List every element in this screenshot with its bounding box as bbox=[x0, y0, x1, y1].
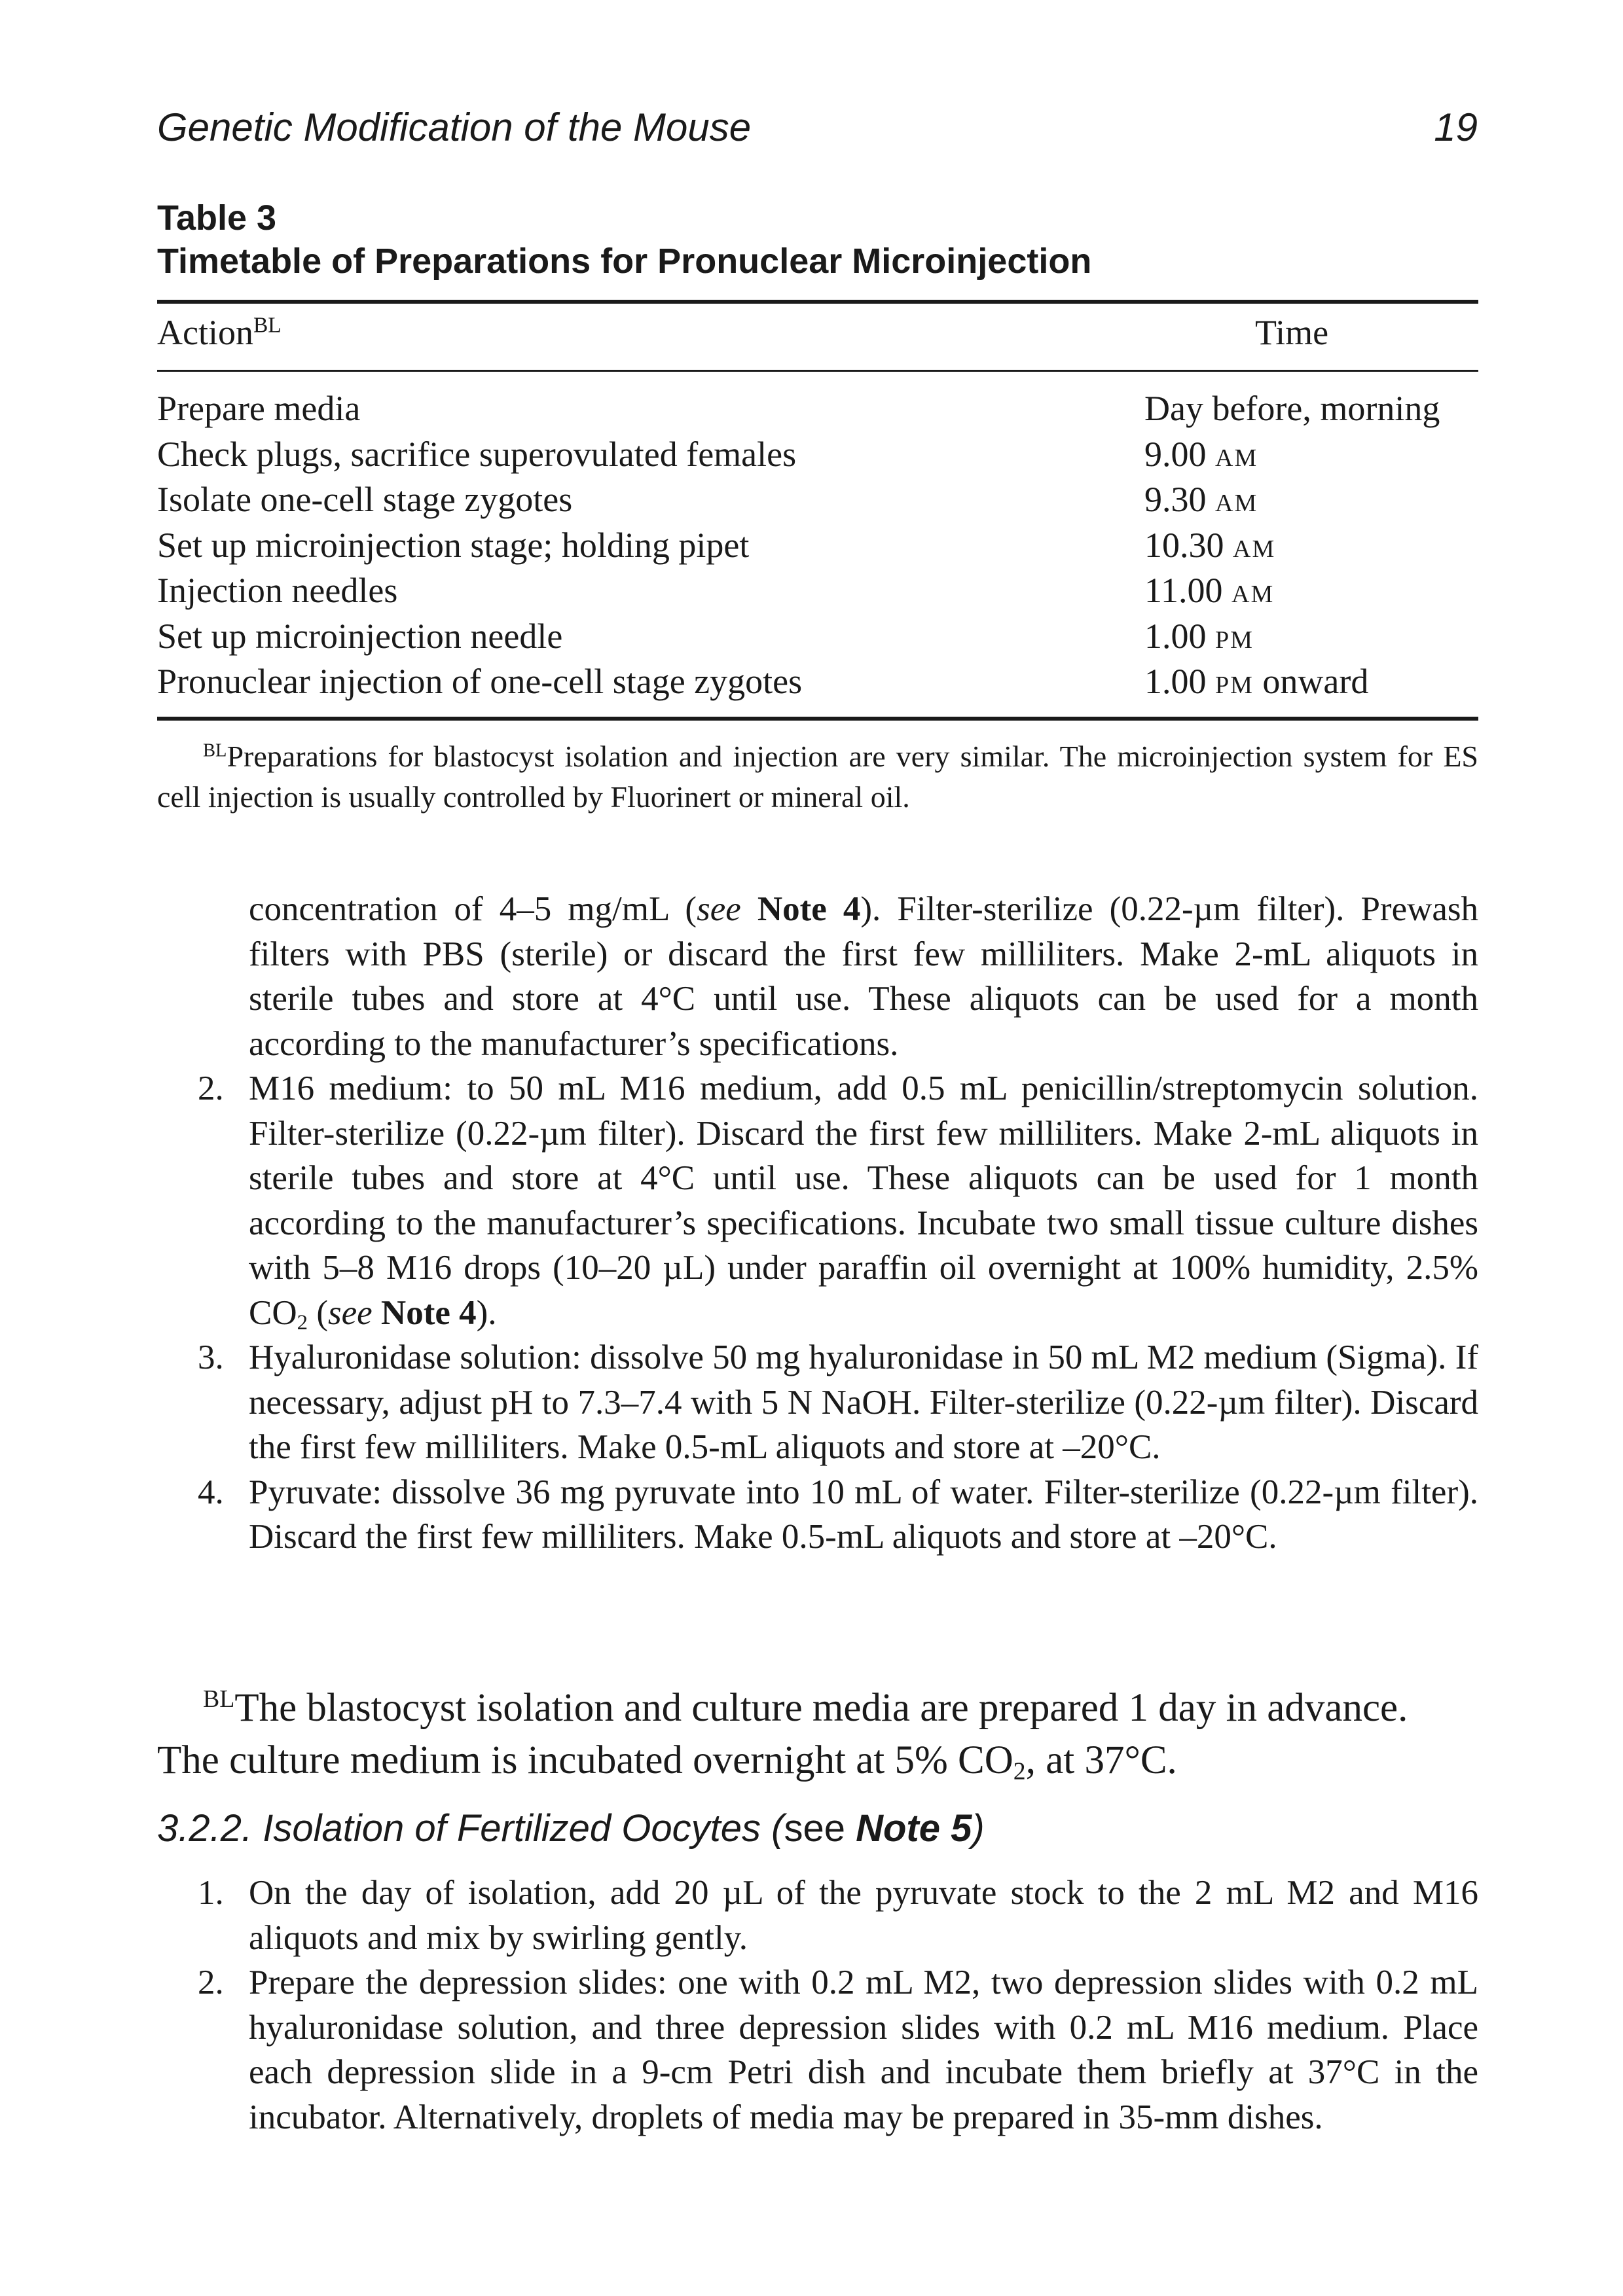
text-run: ). bbox=[476, 1293, 497, 1332]
row-time bbox=[1144, 659, 1368, 709]
row-action: Pronuclear injection of one-cell stage zygotes bbox=[157, 662, 803, 701]
row-time-value: 9.30 bbox=[1144, 480, 1215, 519]
row-action: Set up microinjection needle bbox=[157, 616, 563, 656]
bl-paragraph bbox=[157, 1682, 1478, 1787]
list-item-text: On the day of isolation, add 20 µL of the pyruvate stock to the 2 mL M2 and M16 aliquots and mix by swirling gently. bbox=[249, 1874, 1478, 1957]
list-item-text: Hyaluronidase solution: dissolve 50 mg hyaluronidase in 50 mL M2 medium (Sigma). If necessary, adjust pH to 7.3–7.4 with 5 N NaOH. Filter-sterilize (0.22-µm filter). Discard the first few milliliters. Make 0.5-mL aliquots and store at –20°C. bbox=[249, 1338, 1478, 1466]
list-number: 2. bbox=[198, 1069, 224, 1107]
footnote-mark: BL bbox=[203, 740, 227, 761]
row-action: Set up microinjection stage; holding pipet bbox=[157, 525, 750, 565]
text-run: , at 37°C. bbox=[1025, 1738, 1177, 1782]
subscript: 2 bbox=[297, 1310, 308, 1335]
row-action: Isolate one-cell stage zygotes bbox=[157, 480, 573, 519]
table-top-rule bbox=[157, 300, 1478, 304]
row-time bbox=[1144, 477, 1258, 527]
row-time-value: 9.00 bbox=[1144, 434, 1215, 474]
list-number: 2. bbox=[198, 1964, 224, 2001]
table-row bbox=[157, 477, 1478, 523]
row-time bbox=[1144, 386, 1440, 436]
row-time-value: 10.30 bbox=[1144, 525, 1233, 565]
column-header-time: Time bbox=[1255, 313, 1329, 352]
see-reference: see bbox=[327, 1293, 373, 1332]
list-item-text: M16 medium: to 50 mL M16 medium, add 0.5 mL penicillin/streptomycin solution. Filter-sterilize (0.22-µm filter). Discard the first few milliliters. Make 2-mL aliquots in sterile tubes and store at 4°C until use. These aliquots can be used for 1 month according to the manufacturer’s specifications. Incubate two small tissue culture dishes with 5–8 M16 drops (10–20 µL) under paraffin oil overnight at 100% humidity, 2.5% CO bbox=[249, 1069, 1478, 1332]
footnote-text: Preparations for blastocyst isolation and injection are very similar. The microinjection system for ES cell injection is usually controlled by Fluorinert or mineral oil. bbox=[157, 740, 1478, 814]
running-title: Genetic Modification of the Mouse bbox=[157, 105, 752, 149]
see-reference: see bbox=[784, 1807, 845, 1850]
table-row bbox=[157, 432, 1478, 478]
row-time-suffix: AM bbox=[1233, 535, 1276, 563]
table-row bbox=[157, 568, 1478, 614]
list-number: 3. bbox=[198, 1338, 224, 1376]
row-time-rest: onward bbox=[1253, 662, 1369, 701]
list-item bbox=[157, 1871, 1478, 1960]
subscript: 2 bbox=[1013, 1757, 1026, 1785]
row-time-suffix: PM bbox=[1215, 626, 1254, 654]
table-label: Table 3 bbox=[157, 198, 277, 238]
page-number: 19 bbox=[1434, 105, 1478, 149]
row-time-suffix: PM bbox=[1215, 672, 1254, 699]
row-action: Injection needles bbox=[157, 571, 398, 610]
subsection-heading bbox=[157, 1806, 985, 1850]
list-item bbox=[157, 1335, 1478, 1470]
table-footnote bbox=[157, 736, 1478, 817]
column-header-action-mark: BL bbox=[253, 313, 282, 338]
isolation-steps-list bbox=[157, 1871, 1478, 2140]
list-number: 4. bbox=[198, 1473, 224, 1511]
row-time-value: 1.00 bbox=[1144, 616, 1215, 656]
note-5-link[interactable]: Note 5 bbox=[856, 1807, 972, 1850]
row-action: Check plugs, sacrifice superovulated females bbox=[157, 434, 797, 474]
note-4-link[interactable]: Note 4 bbox=[757, 890, 861, 928]
row-action: Prepare media bbox=[157, 389, 361, 428]
table-header-rule bbox=[157, 370, 1478, 372]
table-bottom-rule bbox=[157, 717, 1478, 721]
text-run: The blastocyst isolation and culture media are prepared 1 day in advance. The culture medium is incubated overnight at 5% CO bbox=[157, 1686, 1408, 1782]
text-run bbox=[373, 1294, 381, 1332]
continued-list-item-text bbox=[249, 887, 1478, 1066]
row-time-value: 1.00 bbox=[1144, 662, 1215, 701]
row-time-suffix: AM bbox=[1215, 444, 1258, 472]
bl-mark: BL bbox=[203, 1685, 235, 1713]
row-time bbox=[1144, 568, 1274, 618]
text-run bbox=[845, 1807, 856, 1850]
text-run: ) bbox=[972, 1807, 985, 1850]
table-row bbox=[157, 523, 1478, 569]
column-header-action-label: Action bbox=[157, 313, 253, 352]
list-item-text: Prepare the depression slides: one with 0.2 mL M2, two depression slides with 0.2 mL hyaluronidase solution, and three depression slides with 0.2 mL M16 medium. Place each depression slide in a 9-cm Petri dish and incubate them briefly at 37°C in the incubator. Alternatively, droplets of media may be prepared in 35-mm dishes. bbox=[249, 1964, 1478, 2136]
table-caption bbox=[157, 196, 1091, 283]
row-time-suffix: AM bbox=[1215, 490, 1258, 517]
text-run: ). Filter-sterilize (0.22-µm filter). Prewash filters with PBS (sterile) or discard the first few milliliters. Make 2-mL aliquots in sterile tubes and store at 4°C until use. These aliquots can be used for a month according to the manufacturer’s specifications. bbox=[249, 890, 1479, 1063]
list-item bbox=[157, 1960, 1478, 2140]
list-item-text: Pyruvate: dissolve 36 mg pyruvate into 10 mL of water. Filter-sterilize (0.22-µm filter). Discard the first few milliliters. Make 0.5-mL aliquots and store at –20°C. bbox=[249, 1473, 1478, 1556]
note-4-link[interactable]: Note 4 bbox=[380, 1293, 477, 1332]
table-body bbox=[157, 386, 1478, 705]
row-time bbox=[1144, 614, 1254, 664]
column-header-action bbox=[157, 312, 282, 353]
table-title: Timetable of Preparations for Pronuclear Microinjection bbox=[157, 242, 1092, 281]
row-time bbox=[1144, 432, 1258, 482]
text-run: concentration of 4–5 mg/mL ( bbox=[249, 890, 697, 928]
text-run bbox=[741, 890, 757, 928]
row-time-value: 11.00 bbox=[1144, 571, 1231, 610]
row-time-value: Day before, morning bbox=[1144, 389, 1440, 428]
row-time-suffix: AM bbox=[1231, 581, 1275, 608]
subsection-title: 3.2.2. Isolation of Fertilized Oocytes ( bbox=[157, 1807, 784, 1850]
see-reference: see bbox=[697, 890, 741, 928]
list-item bbox=[157, 1066, 1478, 1335]
table-row bbox=[157, 614, 1478, 660]
list-number: 1. bbox=[198, 1874, 224, 1912]
reagent-list bbox=[157, 1066, 1478, 1560]
row-time bbox=[1144, 523, 1275, 573]
table-row bbox=[157, 659, 1478, 705]
table-row bbox=[157, 386, 1478, 432]
list-item bbox=[157, 1470, 1478, 1560]
text-run: ( bbox=[308, 1293, 328, 1332]
